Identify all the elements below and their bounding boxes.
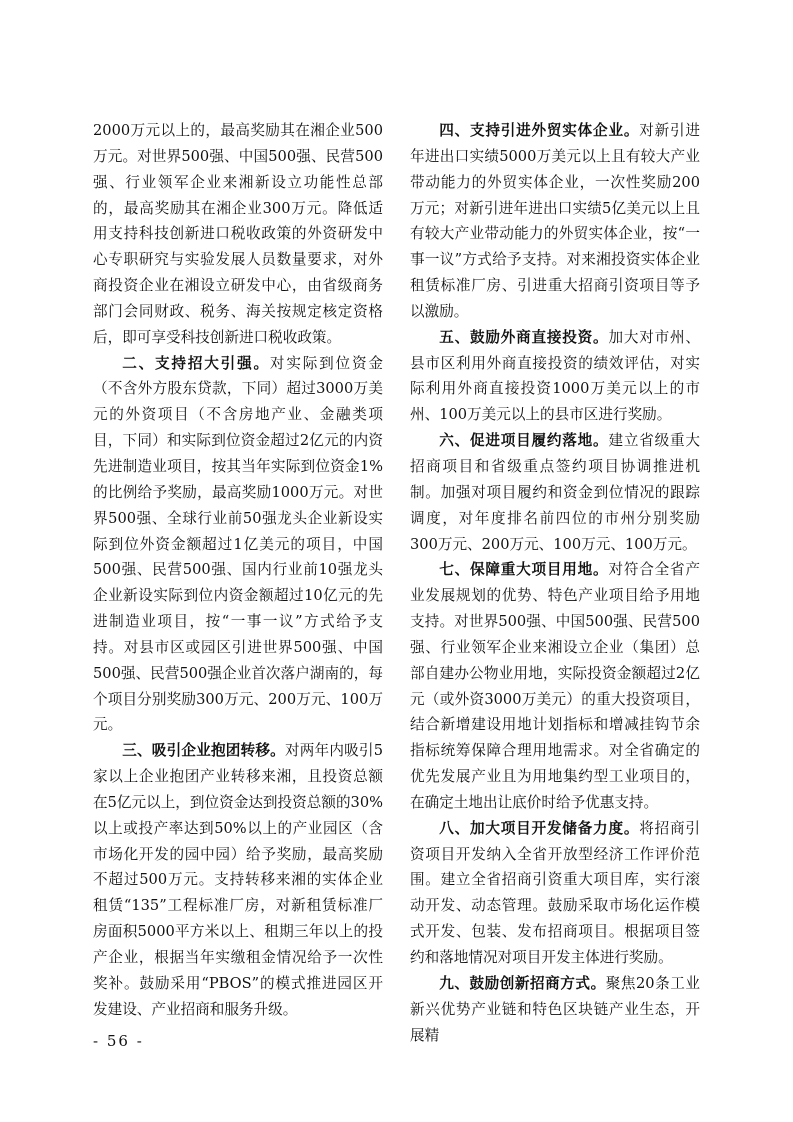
paragraph-section-7 [410, 557, 700, 815]
paragraph-text: 将招商引资项目开发纳入全省开放型经济工作评价范围。建立全省招商引资重大项目库，实行滚动开发、动态管理。鼓励采取市场化运作模式开发、包装、发布招商项目。根据项目签约和落地情况对项目开发主体进行奖励。 [410, 819, 700, 966]
paragraph-section-9 [410, 971, 700, 1049]
paragraph-section-6 [410, 428, 700, 557]
paragraph-section-3 [93, 738, 383, 1022]
paragraph-text: 聚焦20条工业新兴优势产业链和特色区块链产业生态，开展精 [410, 974, 700, 1044]
paragraph-text: 对符合全省产业发展规划的优势、特色产业项目给予用地支持。对世界500强、中国500强、民营500强、行业领军企业来湘设立企业（集团）总部自建办公物业用地，实际投资金额超过2亿元（或外资3000万美元）的重大投资项目，结合新增建设用地计划指标和增减挂钩节余指标统筹保障合理用地需求。对全省确定的优先发展产业且为用地集约型工业项目的，在确定土地出让底价时给予优惠支持。 [410, 561, 700, 811]
section-heading: 七、保障重大项目用地。 [439, 561, 609, 579]
section-heading: 九、鼓励创新招商方式。 [439, 974, 606, 992]
section-heading: 八、加大项目开发储备力度。 [439, 819, 640, 837]
paragraph-section-5 [410, 325, 700, 428]
left-column [93, 118, 383, 1023]
paragraph-text: 2000万元以上的，最高奖励其在湘企业500万元。对世界500强、中国500强、民营500强、行业领军企业来湘新设立功能性总部的，最高奖励其在湘企业300万元。降低适用支持科技创新进口税收政策的外资研发中心专职研究与实验发展人员数量要求，对外商投资企业在湘设立研发中心，由省级商务部门会同财政、税务、海关按规定核定资格后，即可享受科技创新进口税收政策。 [93, 122, 383, 346]
page-number: - 56 - [93, 1032, 144, 1050]
section-heading: 六、促进项目履约落地。 [439, 432, 609, 450]
paragraph-text: 对两年内吸引5家以上企业抱团产业转移来湘，且投资总额在5亿元以上，到位资金达到投资总额的30%以上或投产率达到50%以上的产业园区（含市场化开发的园中园）给予奖励，最高奖励不超过500万元。支持转移来湘的实体企业租赁“135”工程标准厂房，对新租赁标准厂房面积5000平方米以上、租期三年以上的投产企业，根据当年实缴租金情况给予一次性奖补。鼓励采用“PBOS”的模式推进园区开发建设、产业招商和服务升级。 [93, 742, 383, 1018]
paragraph-section-2 [93, 351, 383, 739]
paragraph-text: 对实际到位资金（不含外方股东贷款，下同）超过3000万美元的外资项目（不含房地产业、金融类项目，下同）和实际到位资金超过2亿元的内资先进制造业项目，按其当年实际到位资金1%的比例给予奖励，最高奖励1000万元。对世界500强、全球行业前50强龙头企业新设实际到位外资金额超过1亿美元的项目，中国500强、民营500强、国内行业前10强龙头企业新设实际到位内资金额超过10亿元的先进制造业项目，按“一事一议”方式给予支持。对县市区或园区引进世界500强、中国500强、民营500强企业首次落户湖南的，每个项目分别奖励300万元、200万元、100万元。 [93, 354, 383, 734]
paragraph-text: 建立省级重大招商项目和省级重点签约项目协调推进机制。加强对项目履约和资金到位情况的跟踪调度，对年度排名前四位的市州分别奖励300万元、200万元、100万元、100万元。 [410, 432, 700, 553]
paragraph-continuation [93, 118, 383, 351]
section-heading: 五、鼓励外商直接投资。 [439, 328, 609, 346]
section-heading: 二、支持招大引强。 [122, 354, 270, 372]
paragraph-text: 对新引进年进出口实绩5000万美元以上且有较大产业带动能力的外贸实体企业，一次性奖励200万元；对新引进年进出口实绩5亿美元以上且有较大产业带动能力的外贸实体企业，按“一事一议”方式给予支持。对来湘投资实体企业租赁标准厂房、引进重大招商引资项目等予以激励。 [410, 122, 700, 320]
paragraph-section-8 [410, 816, 700, 971]
section-heading: 四、支持引进外贸实体企业。 [439, 122, 640, 139]
right-column [410, 118, 700, 1048]
paragraph-section-4 [410, 118, 700, 325]
paragraph-text: 加大对市州、县市区利用外商直接投资的绩效评估，对实际利用外商直接投资1000万美元以上的市州、100万美元以上的县市区进行奖励。 [410, 328, 700, 424]
section-heading: 三、吸引企业抱团转移。 [122, 742, 285, 760]
